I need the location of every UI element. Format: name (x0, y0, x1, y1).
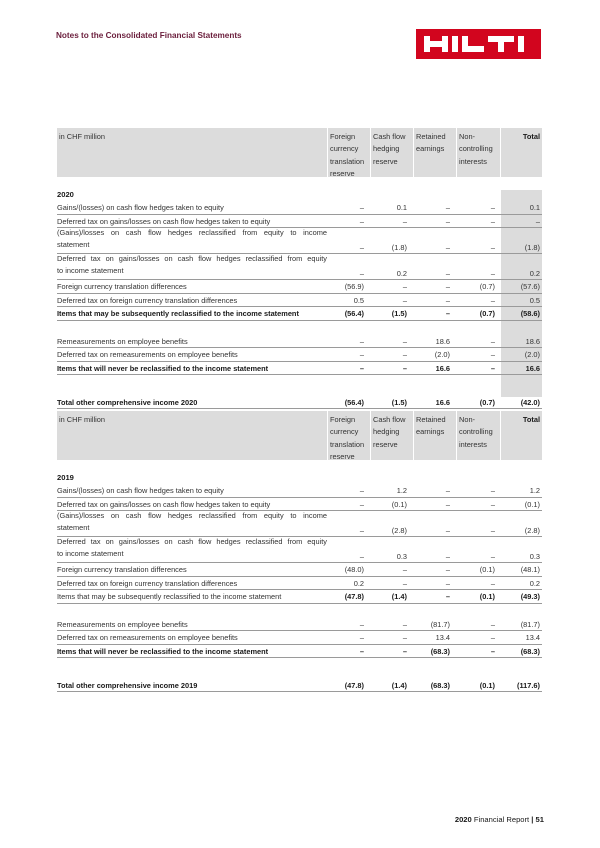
header-line: Foreign (330, 132, 356, 141)
table-row (57, 294, 542, 308)
header-line: Cash flow (373, 132, 406, 141)
section-title: Notes to the Consolidated Financial Statements (56, 31, 242, 40)
header-line: interests (459, 439, 487, 449)
row-label: Deferred tax on remeasurements on employee benefits (57, 350, 238, 359)
row-label: Gains/(losses) on cash flow hedges taken to equity (57, 486, 224, 495)
table-row (57, 307, 542, 321)
value-cash-flow: 0.1 (396, 203, 407, 212)
value-foreign-currency: – (359, 551, 364, 561)
value-non-controlling: – (490, 295, 495, 305)
header-line: reserve (373, 156, 398, 166)
header-line: earnings (416, 427, 445, 437)
table-row (57, 335, 542, 349)
header-total: Total (501, 411, 542, 460)
header-line: controlling (459, 427, 493, 437)
value-retained: 13.4 (435, 633, 450, 642)
value-non-controlling: – (490, 363, 495, 373)
row-label (57, 253, 327, 278)
value-retained: – (445, 592, 450, 601)
value-total: (0.1) (524, 499, 540, 509)
value-cash-flow: – (402, 578, 407, 588)
header-retained (414, 411, 456, 460)
value-foreign-currency: (47.8) (344, 680, 364, 690)
value-non-controlling: (0.1) (479, 592, 495, 601)
value-total: 18.6 (525, 336, 540, 346)
value-total: 13.4 (525, 633, 540, 642)
row-label: Gains/(losses) on cash flow hedges taken to equity (57, 203, 224, 212)
table-row (57, 362, 542, 376)
total-row (57, 395, 542, 409)
value-retained: (68.3) (430, 680, 450, 690)
row-label: Items that will never be reclassified to the income statement (57, 646, 269, 656)
header-line: Retained (416, 132, 446, 141)
value-retained: – (445, 578, 450, 588)
value-total: 0.1 (529, 203, 540, 212)
value-foreign-currency: (56.9) (344, 282, 364, 291)
value-non-controlling: – (490, 551, 495, 561)
footer-year: 2020 (454, 815, 472, 824)
value-cash-flow: – (402, 295, 407, 305)
rows-2020 (57, 201, 542, 409)
value-cash-flow: – (402, 336, 407, 346)
value-foreign-currency: – (359, 525, 364, 535)
header-non-controlling (457, 128, 500, 177)
row-label (57, 536, 327, 561)
rows-2019 (57, 484, 542, 692)
page-footer (455, 815, 544, 824)
row-label: Items that may be subsequently reclassified to the income statement (57, 592, 282, 601)
value-cash-flow: – (402, 350, 407, 359)
value-non-controlling: (0.7) (479, 282, 495, 291)
value-foreign-currency: – (359, 363, 364, 373)
value-cash-flow: (1.4) (391, 680, 407, 690)
row-label: Deferred tax on remeasurements on employee benefits (57, 633, 238, 642)
value-retained: – (445, 242, 450, 252)
value-non-controlling: (0.7) (479, 397, 495, 407)
table-row (57, 228, 542, 254)
value-total: 16.6 (525, 363, 540, 373)
row-label-line: Deferred tax on gains/losses on cash flow hedges reclassified from equity (57, 253, 327, 263)
row-label (57, 510, 327, 535)
row-label: Deferred tax on foreign currency translation differences (57, 295, 238, 305)
value-retained: – (445, 499, 450, 509)
table-row (57, 645, 542, 659)
value-total: (1.8) (524, 242, 540, 252)
header-line: Foreign (330, 415, 356, 424)
header-foreign-currency (328, 128, 370, 177)
value-non-controlling: – (490, 242, 495, 252)
value-retained: – (445, 203, 450, 212)
value-non-controlling: – (490, 619, 495, 629)
value-total: (81.7) (520, 619, 540, 629)
value-retained: – (445, 565, 450, 574)
header-non-controlling (457, 411, 500, 460)
value-foreign-currency: – (359, 499, 364, 509)
value-total: (117.6) (516, 680, 540, 690)
header-unit: in CHF million (57, 411, 327, 460)
value-retained: – (445, 486, 450, 495)
header-line: controlling (459, 144, 493, 154)
value-cash-flow: (0.1) (391, 499, 407, 509)
value-cash-flow: 0.2 (396, 268, 407, 278)
row-label: Items that may be subsequently reclassified to the income statement (57, 309, 299, 318)
row-label: Deferred tax on gains/losses on cash flow hedges taken to equity (57, 499, 271, 509)
value-non-controlling: – (490, 633, 495, 642)
footer-separator: | (531, 815, 534, 824)
value-total: (2.0) (524, 350, 540, 359)
row-label-line: (Gains)/losses on cash flow hedges reclassified from equity to income (57, 510, 327, 520)
value-total: (42.0) (520, 397, 540, 407)
value-total: (58.6) (520, 309, 540, 318)
row-label-line: to income statement (57, 549, 124, 558)
header-cash-flow (371, 411, 413, 460)
value-non-controlling: – (490, 268, 495, 278)
header-foreign-currency (328, 411, 370, 460)
row-label: Deferred tax on gains/losses on cash flow hedges taken to equity (57, 216, 271, 226)
value-total: (68.3) (520, 646, 540, 656)
row-label: Deferred tax on foreign currency translation differences (57, 578, 238, 588)
value-foreign-currency: 0.2 (353, 578, 364, 588)
value-foreign-currency: – (359, 646, 364, 656)
oci-table-2019 (57, 411, 542, 692)
total-row (57, 678, 542, 692)
value-total: 0.3 (529, 551, 540, 561)
year-heading: 2020 (57, 190, 74, 199)
value-non-controlling: – (490, 525, 495, 535)
table-row (57, 511, 542, 537)
year-heading: 2019 (57, 473, 74, 482)
hilti-logo (416, 29, 541, 59)
value-retained: 18.6 (435, 336, 450, 346)
value-cash-flow: (1.8) (391, 242, 407, 252)
value-cash-flow: 1.2 (396, 486, 407, 495)
value-non-controlling: (0.1) (479, 565, 495, 574)
value-total: (57.6) (520, 282, 540, 291)
row-label-line: statement (57, 523, 90, 532)
header-line: reserve (330, 452, 355, 462)
value-cash-flow: – (402, 216, 407, 226)
header-line: interests (459, 156, 487, 166)
table-row (57, 201, 542, 215)
value-total: 1.2 (529, 486, 540, 495)
value-retained: – (445, 309, 450, 318)
value-total: 0.2 (529, 268, 540, 278)
value-non-controlling: – (490, 203, 495, 212)
row-label: Total other comprehensive income 2019 (57, 680, 198, 690)
header-line: currency (330, 427, 359, 437)
value-foreign-currency: (56.4) (344, 397, 364, 407)
table-row (57, 537, 542, 563)
row-label: Total other comprehensive income 2020 (57, 397, 198, 407)
row-label: Remeasurements on employee benefits (57, 336, 188, 346)
value-foreign-currency: – (359, 350, 364, 359)
header-line: Retained (416, 415, 446, 424)
value-retained: (2.0) (434, 350, 450, 359)
value-foreign-currency: 0.5 (353, 295, 364, 305)
header-line: Non- (459, 132, 476, 141)
value-retained: (68.3) (430, 646, 450, 656)
value-non-controlling: – (490, 646, 495, 656)
value-cash-flow: (1.5) (391, 309, 407, 318)
row-label (57, 227, 327, 252)
header-line: Non- (459, 415, 476, 424)
header-unit: in CHF million (57, 128, 327, 177)
value-non-controlling: – (490, 499, 495, 509)
row-label-line: to income statement (57, 266, 124, 275)
footer-page-number: 51 (535, 815, 544, 824)
value-foreign-currency: – (359, 633, 364, 642)
value-cash-flow: 0.3 (396, 551, 407, 561)
table-row (57, 631, 542, 645)
value-total: (49.3) (520, 592, 540, 601)
value-foreign-currency: – (359, 486, 364, 495)
value-total: (2.8) (524, 525, 540, 535)
header-total: Total (501, 128, 542, 177)
value-cash-flow: – (402, 633, 407, 642)
header-line: translation (330, 439, 365, 449)
value-foreign-currency: – (359, 203, 364, 212)
value-retained: – (445, 282, 450, 291)
table-row (57, 484, 542, 498)
value-cash-flow: – (402, 282, 407, 291)
value-cash-flow: (2.8) (391, 525, 407, 535)
value-retained: – (445, 295, 450, 305)
value-non-controlling: – (490, 578, 495, 588)
table-row (57, 590, 542, 604)
table-row (57, 563, 542, 577)
header-line: hedging (373, 427, 400, 437)
row-label-line: (Gains)/losses on cash flow hedges reclassified from equity to income (57, 227, 327, 237)
value-retained: – (445, 216, 450, 226)
header-line: earnings (416, 144, 445, 154)
header-line: currency (330, 144, 359, 154)
value-cash-flow: – (402, 619, 407, 629)
header-retained (414, 128, 456, 177)
row-label: Remeasurements on employee benefits (57, 619, 188, 629)
value-cash-flow: (1.5) (391, 397, 407, 407)
value-retained: 16.6 (435, 397, 450, 407)
value-non-controlling: (0.1) (479, 680, 495, 690)
value-non-controlling: – (490, 486, 495, 495)
header-line: Cash flow (373, 415, 406, 424)
header-line: reserve (330, 169, 355, 179)
value-retained: 16.6 (435, 363, 450, 373)
value-foreign-currency: – (359, 336, 364, 346)
value-total: 0.2 (529, 578, 540, 588)
header-line: hedging (373, 144, 400, 154)
value-non-controlling: – (490, 216, 495, 226)
value-foreign-currency: (56.4) (344, 309, 364, 318)
hilti-logo-icon (424, 36, 533, 52)
value-retained: (81.7) (430, 619, 450, 629)
value-foreign-currency: – (359, 216, 364, 226)
value-foreign-currency: – (359, 242, 364, 252)
row-label-line: Deferred tax on gains/losses on cash flow hedges reclassified from equity (57, 536, 327, 546)
table-row (57, 254, 542, 280)
value-non-controlling: (0.7) (479, 309, 495, 318)
header-cash-flow (371, 128, 413, 177)
row-label-line: statement (57, 240, 90, 249)
value-foreign-currency: – (359, 268, 364, 278)
value-retained: – (445, 551, 450, 561)
value-foreign-currency: (47.8) (344, 592, 364, 601)
value-cash-flow: – (402, 646, 407, 656)
table-row (57, 618, 542, 632)
value-retained: – (445, 525, 450, 535)
table-row (57, 577, 542, 591)
value-foreign-currency: – (359, 619, 364, 629)
row-label: Foreign currency translation differences (57, 282, 187, 291)
table-row (57, 280, 542, 294)
value-total: – (535, 216, 540, 226)
table-row (57, 348, 542, 362)
value-cash-flow: (1.4) (391, 592, 407, 601)
oci-table-2020 (57, 128, 542, 409)
row-label: Foreign currency translation differences (57, 565, 187, 574)
value-non-controlling: – (490, 336, 495, 346)
value-cash-flow: – (402, 565, 407, 574)
table-header (57, 411, 542, 460)
header-line: translation (330, 156, 365, 166)
value-total: (48.1) (520, 565, 540, 574)
value-cash-flow: – (402, 363, 407, 373)
footer-report: Financial Report (473, 815, 530, 824)
value-total: 0.5 (529, 295, 540, 305)
value-retained: – (445, 268, 450, 278)
row-label: Items that will never be reclassified to the income statement (57, 363, 269, 373)
header-line: reserve (373, 439, 398, 449)
value-foreign-currency: (48.0) (344, 565, 364, 574)
table-header (57, 128, 542, 177)
value-non-controlling: – (490, 350, 495, 359)
